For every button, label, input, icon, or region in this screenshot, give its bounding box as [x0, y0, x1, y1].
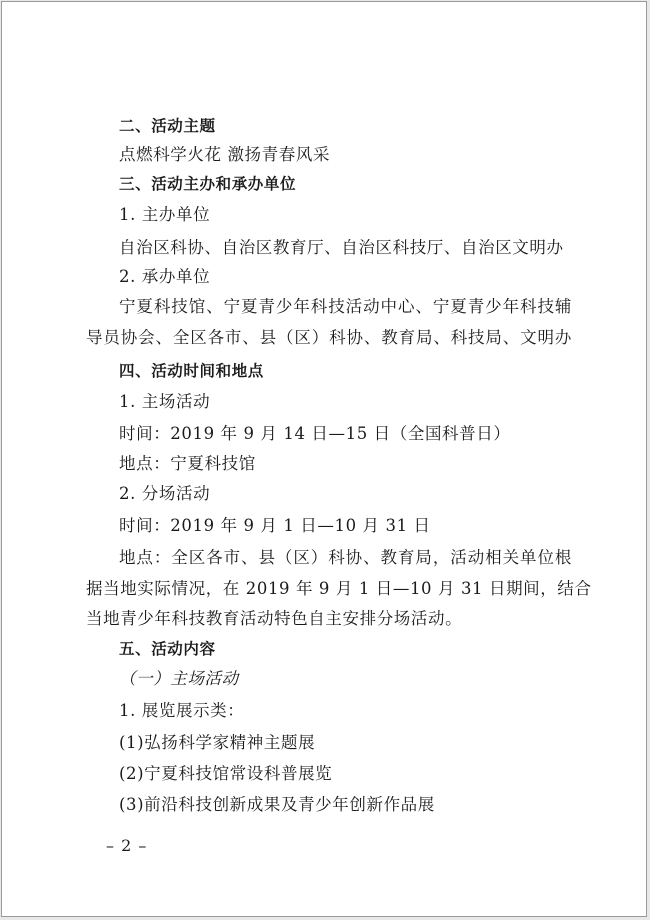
section-heading-activity-content: 五、活动内容 — [119, 640, 216, 658]
theme-text: 点燃科学火花 激扬青春风采 — [119, 145, 331, 164]
main-activity-time: 时间：2019 年 9 月 14 日—15 日（全国科普日） — [119, 424, 511, 443]
document-page — [1, 1, 647, 917]
branch-activity-place-line-2: 据当地实际情况，在 2019 年 9 月 1 日—10 月 31 日期间，结合 — [86, 579, 592, 598]
subheading-branch-activity: 2. 分场活动 — [119, 484, 211, 503]
page-number: – 2 – — [106, 836, 148, 855]
organizing-units-line-2: 导员协会、全区各市、县（区）科协、教育局、科技局、文明办 — [86, 328, 572, 347]
main-activity-place: 地点：宁夏科技馆 — [119, 454, 256, 473]
section-heading-time-place: 四、活动时间和地点 — [119, 362, 264, 380]
organizing-units-line-1: 宁夏科技馆、宁夏青少年科技活动中心、宁夏青少年科技辅 — [119, 297, 572, 316]
host-units-text: 自治区科协、自治区教育厅、自治区科技厅、自治区文明办 — [119, 238, 564, 257]
item-exhibition-2: (2)宁夏科技馆常设科普展览 — [119, 764, 333, 783]
branch-activity-time: 时间：2019 年 9 月 1 日—10 月 31 日 — [119, 516, 431, 535]
branch-activity-place-line-3: 当地青少年科技教育活动特色自主安排分场活动。 — [86, 609, 463, 628]
section-heading-organizers: 三、活动主办和承办单位 — [119, 175, 297, 193]
subheading-host-units: 1. 主办单位 — [119, 205, 211, 224]
subheading-main-activity: 1. 主场活动 — [119, 392, 211, 411]
section-heading-activity-theme: 二、活动主题 — [119, 117, 216, 135]
subsection-main-activity: （一）主场活动 — [119, 669, 239, 688]
item-exhibitions: 1. 展览展示类： — [119, 701, 245, 720]
branch-activity-place-line-1: 地点：全区各市、县（区）科协、教育局，活动相关单位根 — [119, 548, 572, 567]
item-exhibition-3: (3)前沿科技创新成果及青少年创新作品展 — [119, 795, 435, 814]
item-exhibition-1: (1)弘扬科学家精神主题展 — [119, 733, 316, 752]
subheading-organizing-units: 2. 承办单位 — [119, 267, 211, 286]
